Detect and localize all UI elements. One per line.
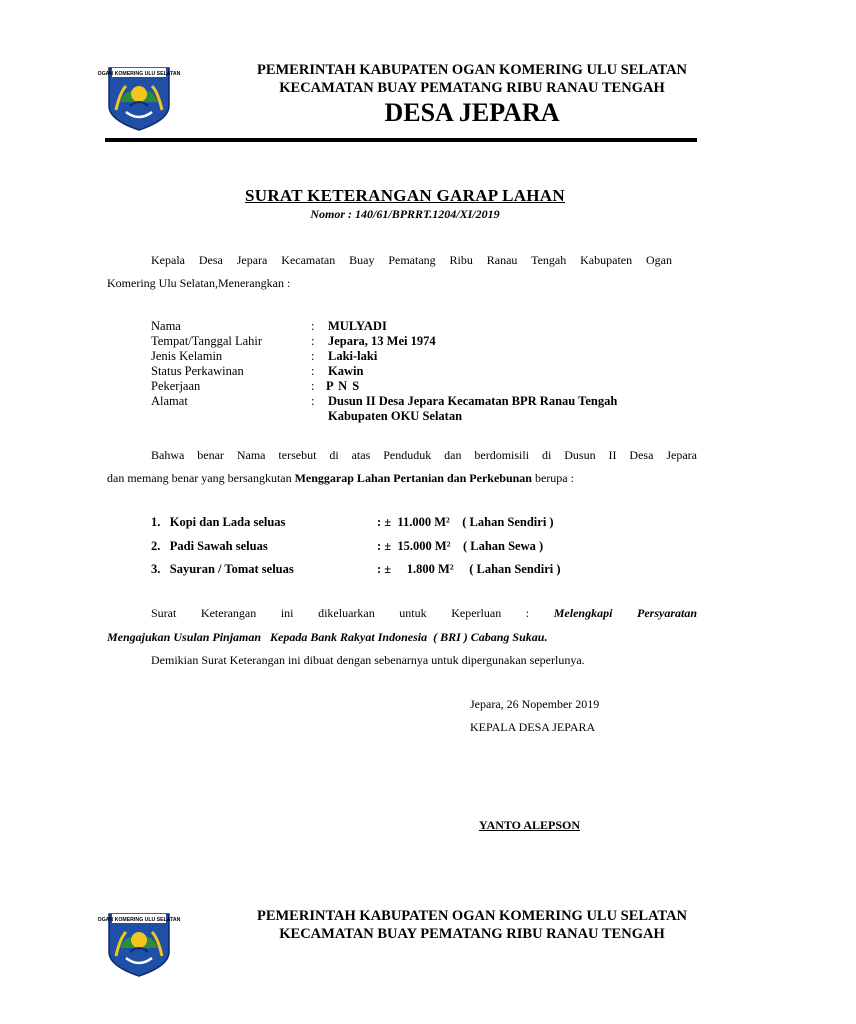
- statement-line-1: Bahwa benar Nama tersebut di atas Penduduk dan berdomisili di Dusun II Desa Jepara: [151, 448, 697, 462]
- identity-label-job: Pekerjaan: [151, 379, 201, 393]
- header-district-line: KECAMATAN BUAY PEMATANG RIBU RANAU TENGAH: [279, 80, 665, 96]
- svg-text:OGAN KOMERING ULU SELATAN: OGAN KOMERING ULU SELATAN: [97, 71, 181, 77]
- identity-label-gender: Jenis Kelamin: [151, 349, 223, 363]
- intro-line-2: Komering Ulu Selatan,Menerangkan :: [107, 276, 291, 290]
- identity-value-birth: Jepara, 13 Mei 1974: [328, 334, 436, 348]
- closing-statement: Demikian Surat Keterangan ini dibuat dengan sebenarnya untuk dipergunakan seperlunya.: [151, 653, 585, 667]
- identity-value-marital: Kawin: [328, 364, 364, 378]
- footer-government-line: PEMERINTAH KABUPATEN OGAN KOMERING ULU SELATAN: [256, 908, 688, 924]
- document-title: SURAT KETERANGAN GARAP LAHAN: [245, 186, 565, 205]
- statement-text: dan memang benar yang bersangkutan: [107, 471, 295, 485]
- signature-position: KEPALA DESA JEPARA: [470, 720, 596, 734]
- signature-place-date: Jepara, 26 Nopember 2019: [470, 697, 600, 711]
- land-item-value: : ± 1.800 M² ( Lahan Sendiri ): [377, 562, 561, 576]
- intro-line-1: Kepala Desa Jepara Kecamatan Buay Pematang Ribu Ranau Tengah Kabupaten Ogan: [151, 253, 672, 267]
- identity-colon: :: [311, 319, 315, 333]
- purpose-line-1: [151, 601, 697, 626]
- header-divider: [105, 138, 697, 142]
- header-village-name: DESA JEPARA: [384, 98, 560, 127]
- identity-colon: :: [311, 394, 315, 408]
- purpose-emphasis: Melengkapi Persyaratan: [553, 606, 697, 620]
- purpose-text: Surat Keterangan ini dikeluarkan untuk Keperluan :: [151, 606, 554, 620]
- land-item-value: : ± 11.000 M² ( Lahan Sendiri ): [377, 515, 554, 529]
- identity-label-birth: Tempat/Tanggal Lahir: [151, 334, 263, 348]
- identity-value-name: MULYADI: [328, 319, 387, 333]
- land-item-title: 2. Padi Sawah seluas: [151, 539, 268, 553]
- identity-value-job: P N S: [326, 379, 361, 393]
- identity-label-marital: Status Perkawinan: [151, 364, 244, 378]
- statement-emphasis: Menggarap Lahan Pertanian dan Perkebunan: [294, 471, 532, 485]
- identity-colon: :: [311, 349, 315, 363]
- land-item-title: 1. Kopi dan Lada seluas: [151, 515, 286, 529]
- statement-text-end: berupa :: [531, 471, 574, 485]
- identity-value-gender: Laki-laki: [328, 349, 378, 363]
- identity-colon: :: [311, 334, 315, 348]
- land-item-title: 3. Sayuran / Tomat seluas: [151, 562, 294, 576]
- identity-colon: :: [311, 364, 315, 378]
- land-item-value: : ± 15.000 M² ( Lahan Sewa ): [377, 539, 544, 553]
- purpose-line-2: Mengajukan Usulan Pinjaman Kepada Bank Rakyat Indonesia ( BRI ) Cabang Sukau.: [107, 630, 548, 644]
- identity-value-address-line2: Kabupaten OKU Selatan: [328, 409, 463, 423]
- document-number: Nomor : 140/61/BPRRT.1204/XI/2019: [310, 207, 500, 221]
- header-government-line: PEMERINTAH KABUPATEN OGAN KOMERING ULU SELATAN: [256, 62, 688, 78]
- signature-name: YANTO ALEPSON: [479, 818, 581, 832]
- footer-district-line: KECAMATAN BUAY PEMATANG RIBU RANAU TENGAH: [279, 926, 665, 942]
- identity-value-address: Dusun II Desa Jepara Kecamatan BPR Ranau Tengah: [328, 394, 618, 408]
- identity-label-name: Nama: [151, 319, 181, 333]
- svg-text:OGAN KOMERING ULU SELATAN: OGAN KOMERING ULU SELATAN: [97, 917, 181, 923]
- identity-label-address: Alamat: [151, 394, 188, 408]
- statement-line-2: [107, 466, 574, 491]
- identity-colon: :: [311, 379, 315, 393]
